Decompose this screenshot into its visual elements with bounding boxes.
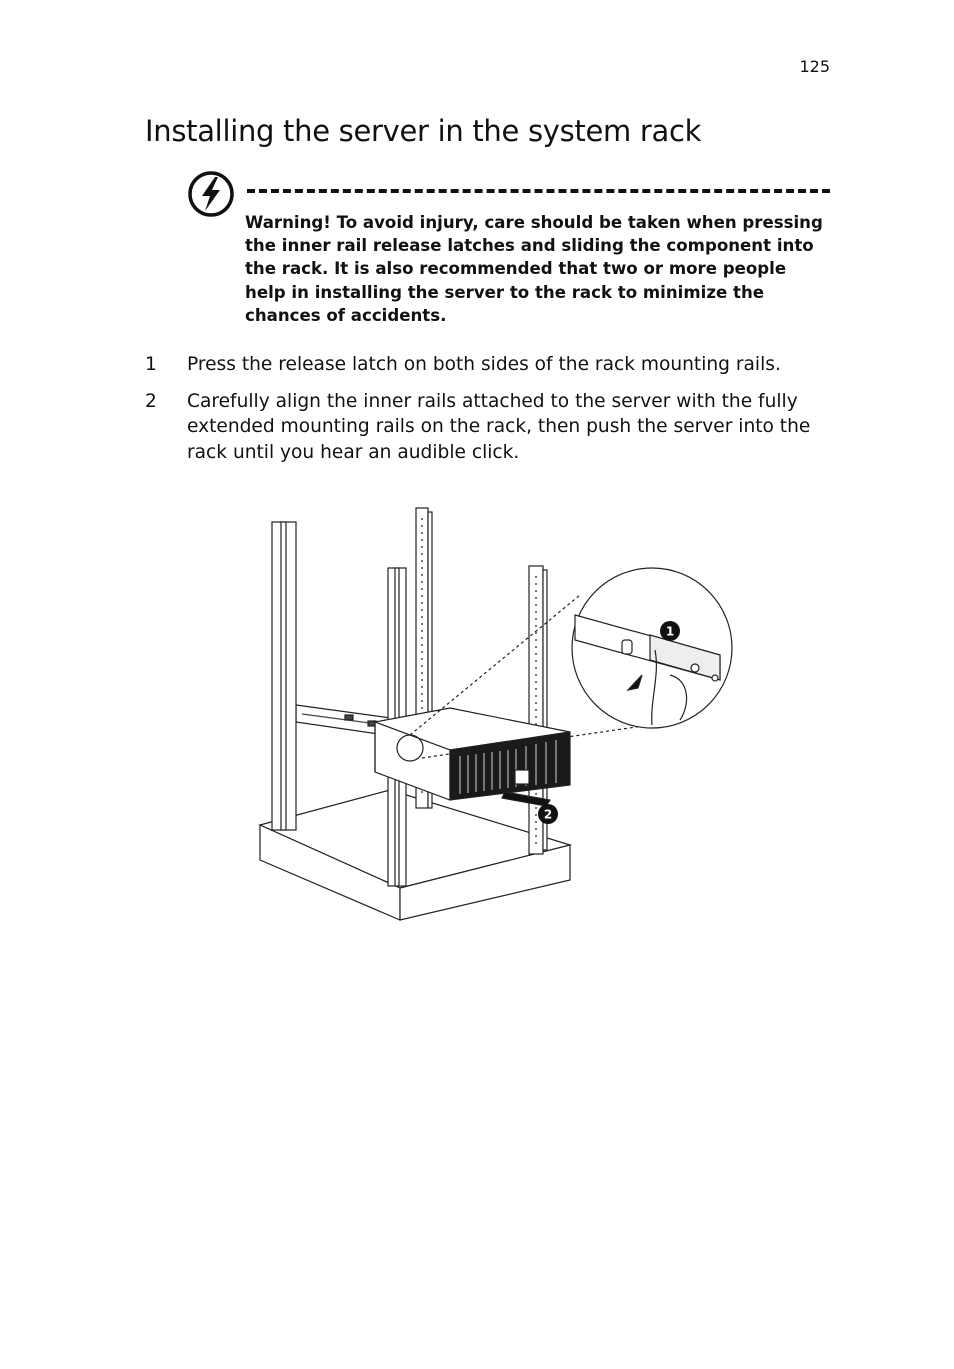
callout-1 [660,621,680,641]
warning-lightning-icon [187,170,235,218]
step-item [145,389,835,466]
steps-list [145,352,835,476]
rack-base [260,790,570,920]
step-number: 2 [145,390,157,412]
latch-detail-inset [572,568,732,728]
step-number: 1 [145,354,157,375]
step-text: Carefully align the inner rails attached to the server with the fully extended mounting rails on the rack, then push the server into the rack until you hear an audible click. [187,390,811,463]
callout-2 [538,804,558,824]
callout-2-label: 2 [543,807,553,822]
rack-post-front-left [272,522,296,830]
step-text: Press the release latch on both sides of the rack mounting rails. [187,354,781,375]
rack-installation-illustration [250,500,740,925]
callout-1-label: 1 [665,624,675,639]
page-title: Installing the server in the system rack [145,114,702,148]
page-number: 125 [799,57,830,76]
warning-divider [247,189,830,193]
warning-text: Warning! To avoid injury, care should be taken when pressing the inner rail release latches and sliding the component into the rack. It is also recommended that two or more people help in installing the server to the rack to minimize the chances of accidents. [245,213,823,325]
step-item [145,352,835,378]
